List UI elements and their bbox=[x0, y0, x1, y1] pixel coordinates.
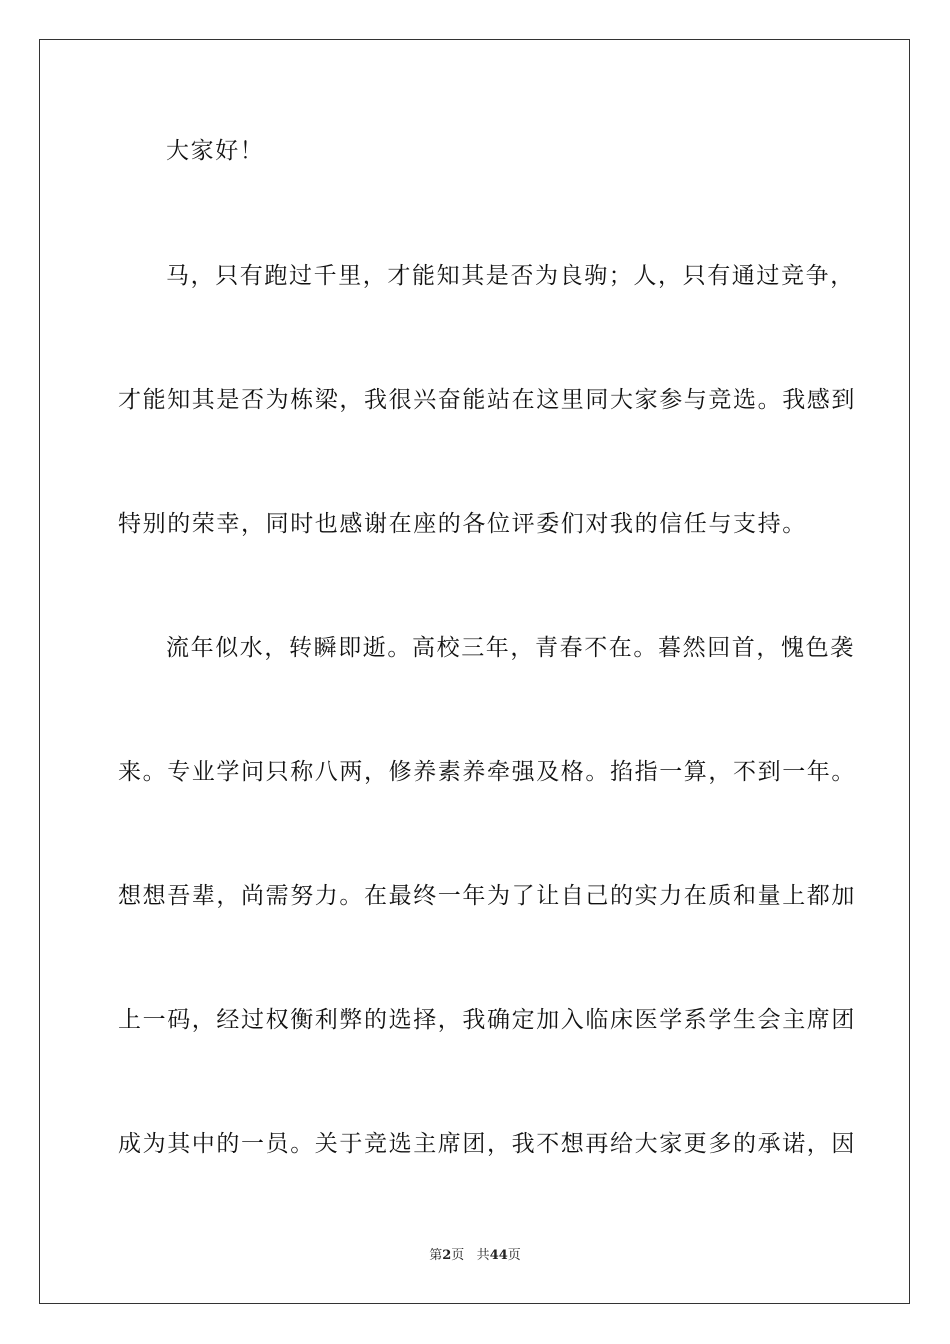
current-page-number: 2 bbox=[442, 1248, 452, 1263]
paragraph-line-8: 成为其中的一员。关于竞选主席团，我不想再给大家更多的承诺，因 bbox=[118, 1131, 856, 1157]
page-suffix: 页 bbox=[451, 1248, 465, 1263]
paragraph-line-1: 马，只有跑过千里，才能知其是否为良驹；人，只有通过竞争， bbox=[166, 263, 855, 289]
total-page-number: 44 bbox=[489, 1248, 508, 1263]
total-suffix: 页 bbox=[507, 1248, 521, 1263]
paragraph-line-7: 上一码，经过权衡利弊的选择，我确定加入临床医学系学生会主席团 bbox=[118, 1007, 856, 1033]
paragraph-line-4: 流年似水，转瞬即逝。高校三年，青春不在。暮然回首，愧色袭 bbox=[166, 635, 855, 661]
greeting-line: 大家好！ bbox=[166, 138, 265, 164]
paragraph-line-5: 来。专业学问只称八两，修养素养牵强及格。掐指一算，不到一年。 bbox=[118, 759, 856, 785]
page-prefix: 第 bbox=[429, 1248, 443, 1263]
total-prefix: 共 bbox=[476, 1248, 490, 1263]
paragraph-line-6: 想想吾辈，尚需努力。在最终一年为了让自己的实力在质和量上都加 bbox=[118, 883, 856, 909]
paragraph-line-2: 才能知其是否为栋梁，我很兴奋能站在这里同大家参与竞选。我感到 bbox=[118, 387, 856, 413]
page-footer bbox=[0, 1248, 950, 1264]
paragraph-line-3: 特别的荣幸，同时也感谢在座的各位评委们对我的信任与支持。 bbox=[118, 511, 807, 537]
page-border bbox=[39, 39, 910, 1304]
